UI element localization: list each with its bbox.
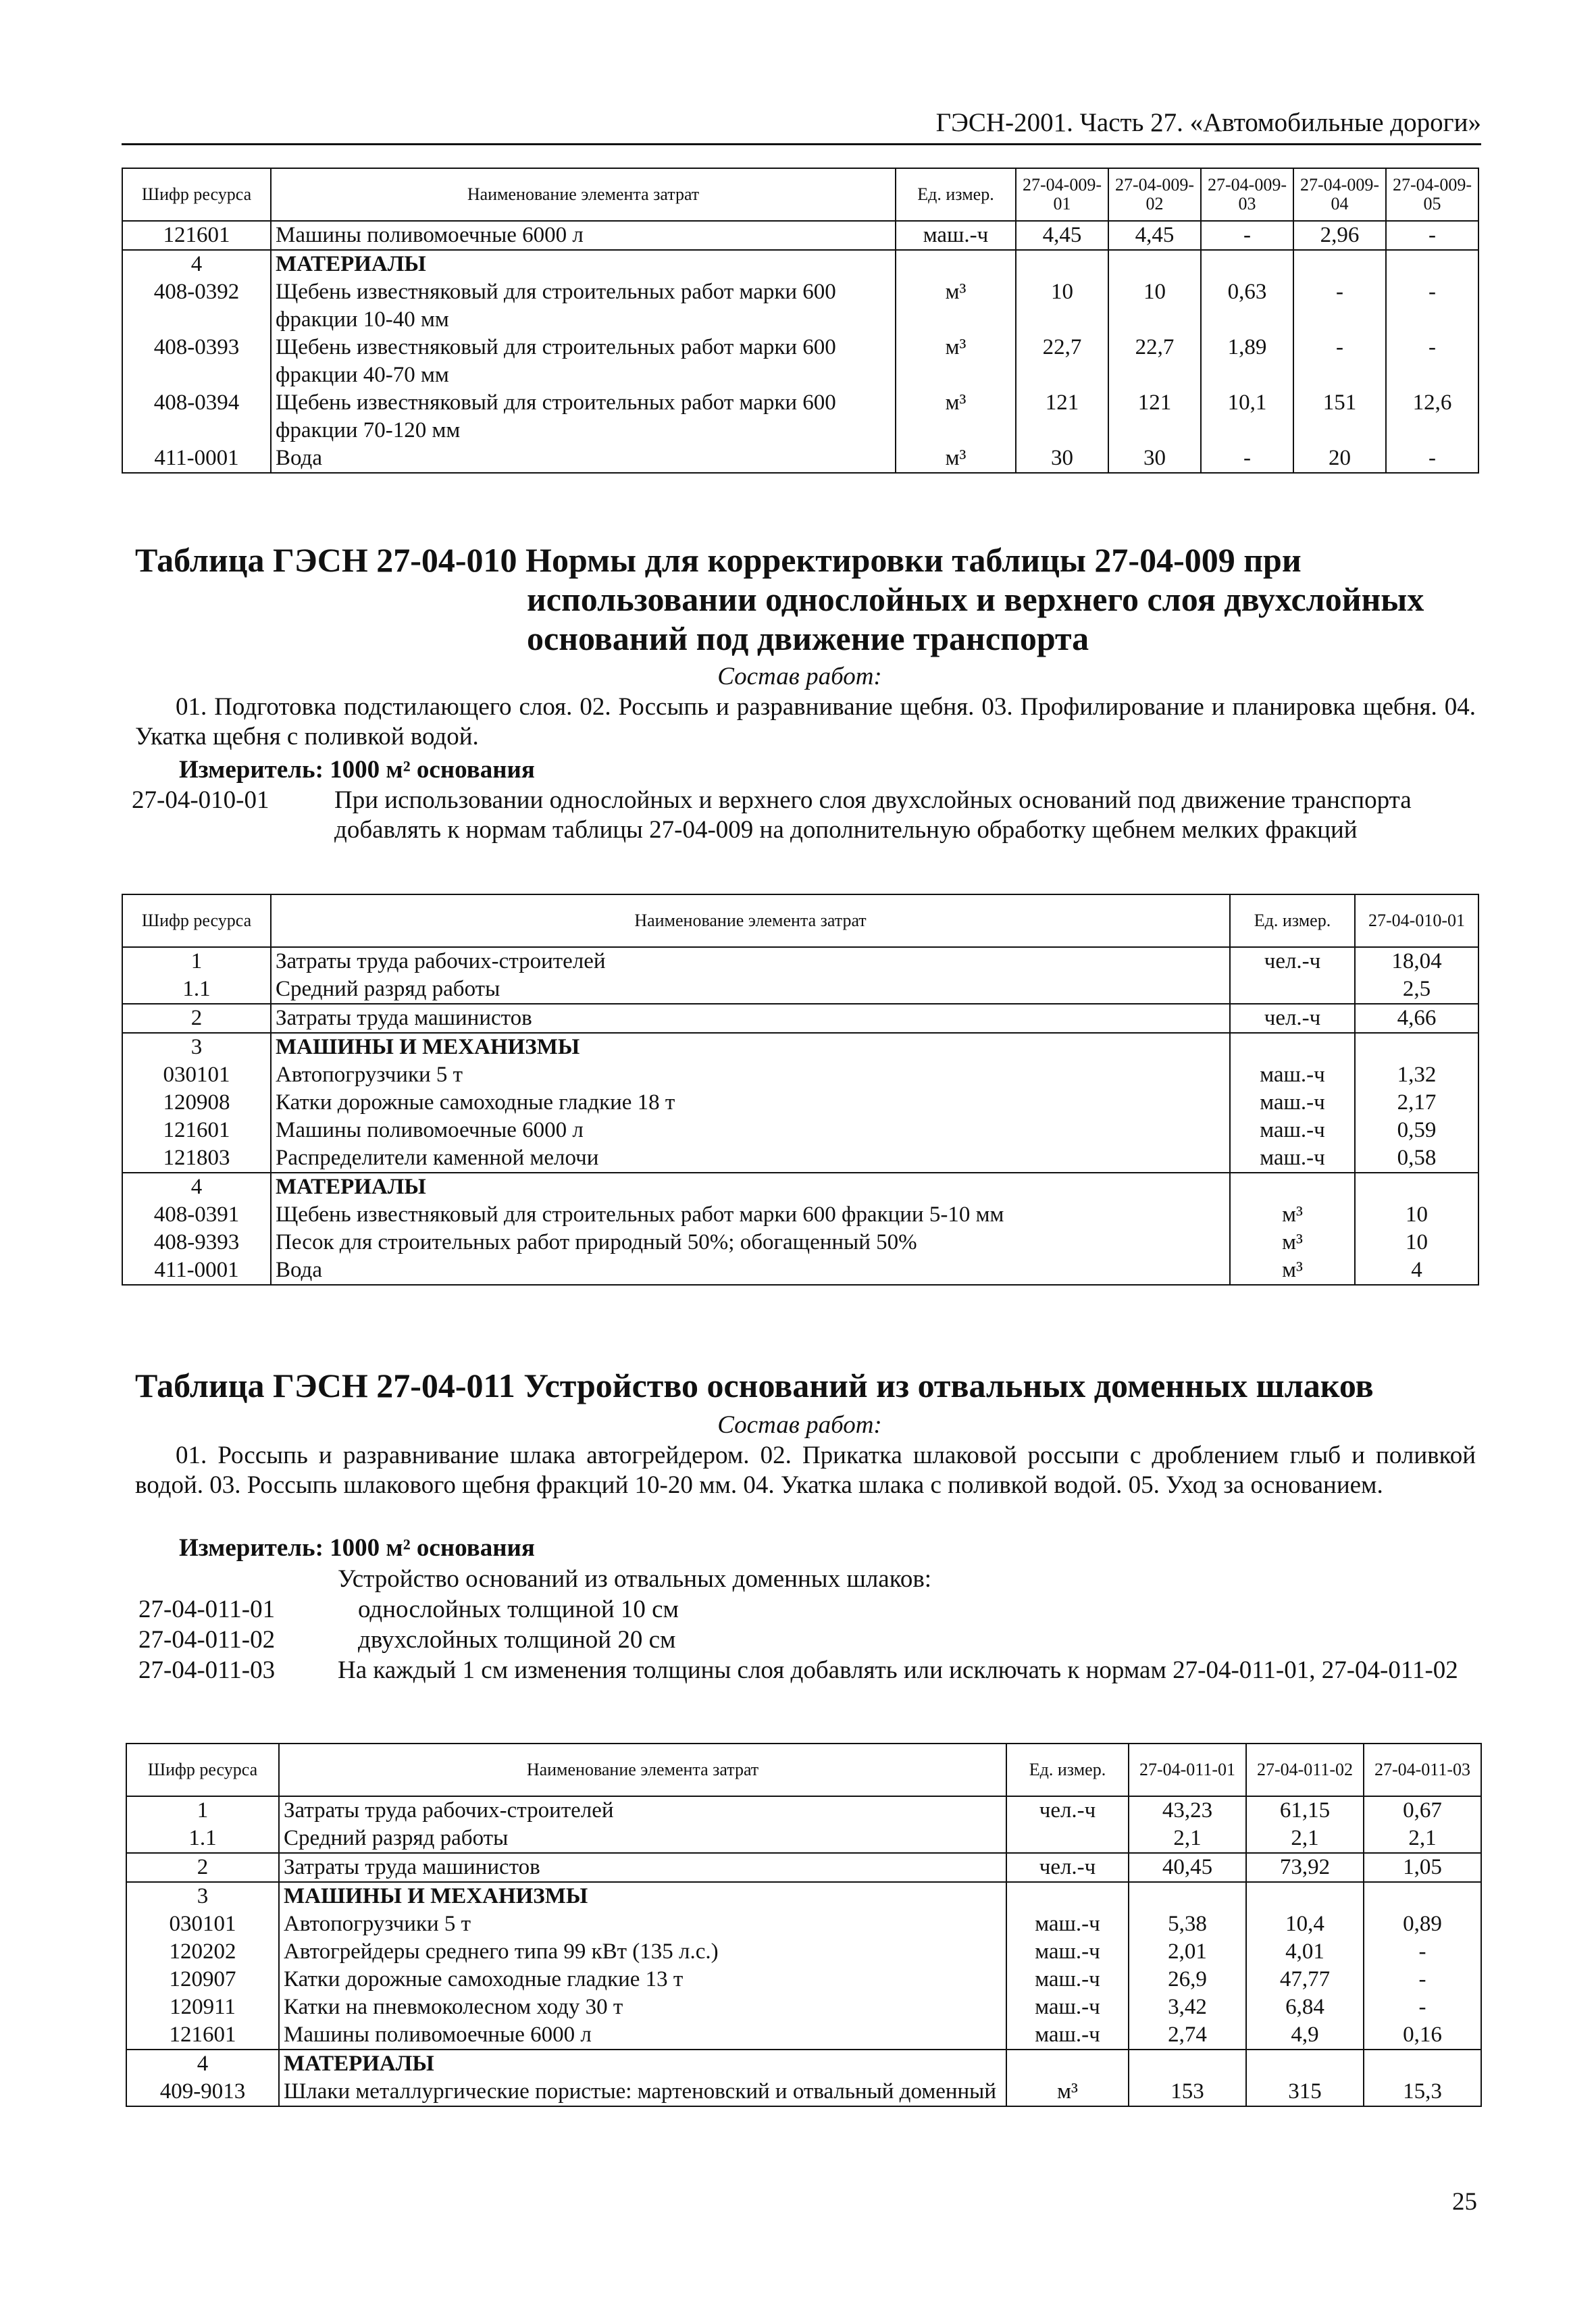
cell-value: 10,4: [1246, 1910, 1364, 1938]
cell-code: 408-0391: [122, 1201, 271, 1229]
cell-name: Щебень известняковый для строительных работ марки 600 фракции 70-120 мм: [271, 389, 896, 444]
cell-name: Машины поливомоечные 6000 л: [279, 2021, 1006, 2050]
cell-value: 43,23: [1129, 1796, 1246, 1825]
cell-value: 61,15: [1246, 1796, 1364, 1825]
cell-code: 3: [122, 1033, 271, 1061]
cell-value: 4: [1355, 1256, 1478, 1285]
cell-name: Катки дорожные самоходные гладкие 13 т: [279, 1966, 1006, 1993]
cell-unit: м³: [1230, 1201, 1355, 1229]
cell-value: -: [1201, 221, 1293, 250]
cell-code: 1.1: [122, 975, 271, 1004]
header-code: Шифр ресурса: [126, 1744, 279, 1796]
table-row: [122, 1144, 1478, 1173]
cell-value: [1129, 2050, 1246, 2078]
cell-value: -: [1386, 221, 1478, 250]
cell-unit: [1230, 1033, 1355, 1061]
header-col: 27-04-011-02: [1246, 1744, 1364, 1796]
cell-value: 12,6: [1386, 389, 1478, 444]
header-code: Шифр ресурса: [122, 894, 271, 947]
table-row: [126, 1993, 1481, 2021]
cell-value: [1293, 250, 1386, 278]
cell-code: 120202: [126, 1938, 279, 1966]
cell-value: 2,96: [1293, 221, 1386, 250]
cell-code: 121601: [122, 1117, 271, 1144]
cell-name: Затраты труда машинистов: [271, 1004, 1230, 1033]
cell-value: 315: [1246, 2078, 1364, 2106]
header-col: 27-04-010-01: [1355, 894, 1478, 947]
table-row: [122, 1256, 1478, 1285]
cell-code: 408-0393: [122, 334, 271, 389]
cell-name: Катки дорожные самоходные гладкие 18 т: [271, 1089, 1230, 1117]
cell-name: Песок для строительных работ природный 50%; обогащенный 50%: [271, 1229, 1230, 1256]
header-col: 27-04-009-02: [1108, 168, 1201, 221]
cell-value: 10: [1355, 1201, 1478, 1229]
table-row: [126, 1910, 1481, 1938]
cell-value: 3,42: [1129, 1993, 1246, 2021]
cell-value: 2,5: [1355, 975, 1478, 1004]
cell-code: 121803: [122, 1144, 271, 1173]
composition-label: Состав работ:: [717, 663, 882, 690]
table-row: [126, 1938, 1481, 1966]
cell-unit: маш.-ч: [1006, 1938, 1129, 1966]
norm-item: 27-04-011-03 На каждый 1 см изменения толщины слоя добавлять или исключать к нормам 27-04-011-01, 27-04-011-02: [138, 1656, 1458, 1684]
table-title-27-04-011: Таблица ГЭСН 27-04-011 Устройство оснований из отвальных доменных шлаков: [135, 1367, 1374, 1404]
table-row: [126, 2078, 1481, 2106]
cell-value: [1355, 1173, 1478, 1201]
cell-name: Средний разряд работы: [279, 1825, 1006, 1853]
cell-unit: м³: [896, 278, 1016, 334]
cell-code: 3: [126, 1882, 279, 1910]
cell-code: 408-0394: [122, 389, 271, 444]
cell-unit: м³: [1006, 2078, 1129, 2106]
cell-code: 120911: [126, 1993, 279, 2021]
cell-value: 26,9: [1129, 1966, 1246, 1993]
table-27-04-010: [122, 894, 1479, 1286]
cell-name: МАШИНЫ И МЕХАНИЗМЫ: [279, 1882, 1006, 1910]
table-27-04-009-continued: [122, 168, 1479, 474]
table-row: [126, 1796, 1481, 1825]
cell-code: 030101: [122, 1061, 271, 1089]
table-row: [122, 975, 1478, 1004]
cell-unit: [1006, 1825, 1129, 1853]
cell-name: Вода: [271, 1256, 1230, 1285]
table-row: [126, 1825, 1481, 1853]
cell-unit: чел.-ч: [1006, 1853, 1129, 1882]
cell-value: 10: [1355, 1229, 1478, 1256]
cell-name: Щебень известняковый для строительных работ марки 600 фракции 40-70 мм: [271, 334, 896, 389]
cell-unit: маш.-ч: [1006, 2021, 1129, 2050]
header-col: 27-04-009-01: [1016, 168, 1108, 221]
cell-value: -: [1364, 1938, 1481, 1966]
cell-value: 4,66: [1355, 1004, 1478, 1033]
cell-value: 0,89: [1364, 1910, 1481, 1938]
cell-code: 2: [122, 1004, 271, 1033]
table-title-27-04-010: Таблица ГЭСН 27-04-010 Нормы для корректировки таблицы 27-04-009 при использовании однослойных и верхнего слоя двухслойных оснований под движение транспорта: [135, 541, 1424, 657]
table-row: [122, 947, 1478, 975]
table-row: [122, 1201, 1478, 1229]
cell-unit: маш.-ч: [896, 221, 1016, 250]
cell-value: 2,74: [1129, 2021, 1246, 2050]
cell-value: -: [1364, 1966, 1481, 1993]
cell-unit: маш.-ч: [1006, 1993, 1129, 2021]
cell-name: Автогрейдеры среднего типа 99 кВт (135 л.с.): [279, 1938, 1006, 1966]
header-col: 27-04-009-03: [1201, 168, 1293, 221]
header-unit: Ед. измер.: [1230, 894, 1355, 947]
cell-unit: м³: [1230, 1256, 1355, 1285]
cell-unit: маш.-ч: [1006, 1966, 1129, 1993]
cell-value: -: [1386, 278, 1478, 334]
table-row: [122, 1004, 1478, 1033]
cell-value: 2,1: [1364, 1825, 1481, 1853]
cell-unit: [1230, 1173, 1355, 1201]
section-row: [122, 250, 1478, 278]
norm-intro: Устройство оснований из отвальных доменных шлаков:: [338, 1565, 932, 1593]
norm-item: 27-04-011-02 двухслойных толщиной 20 см: [138, 1626, 676, 1654]
cell-unit: м³: [896, 334, 1016, 389]
cell-code: 1.1: [126, 1825, 279, 1853]
cell-value: 2,17: [1355, 1089, 1478, 1117]
table-row: [126, 1853, 1481, 1882]
cell-value: 1,89: [1201, 334, 1293, 389]
cell-value: 73,92: [1246, 1853, 1364, 1882]
section-row: [126, 1882, 1481, 1910]
cell-value: 22,7: [1016, 334, 1108, 389]
table-row: [122, 1229, 1478, 1256]
cell-value: 0,59: [1355, 1117, 1478, 1144]
cell-name: Автопогрузчики 5 т: [279, 1910, 1006, 1938]
cell-value: 15,3: [1364, 2078, 1481, 2106]
cell-unit: маш.-ч: [1230, 1089, 1355, 1117]
cell-name: Средний разряд работы: [271, 975, 1230, 1004]
cell-code: 1: [126, 1796, 279, 1825]
table-27-04-011: [126, 1743, 1482, 2107]
cell-name: Машины поливомоечные 6000 л: [271, 221, 896, 250]
cell-name: Машины поливомоечные 6000 л: [271, 1117, 1230, 1144]
cell-unit: чел.-ч: [1230, 947, 1355, 975]
cell-value: 2,1: [1129, 1825, 1246, 1853]
cell-value: [1246, 2050, 1364, 2078]
header-unit: Ед. измер.: [896, 168, 1016, 221]
page-number: 25: [1452, 2188, 1477, 2216]
cell-value: -: [1386, 444, 1478, 473]
cell-value: 6,84: [1246, 1993, 1364, 2021]
norm-text: При использовании однослойных и верхнего слоя двухслойных оснований под движение транспорта добавлять к нормам таблицы 27-04-009 на дополнительную обработку щебнем мелких фракций: [334, 786, 1412, 844]
cell-unit: м³: [1230, 1229, 1355, 1256]
cell-value: -: [1293, 278, 1386, 334]
cell-code: 2: [126, 1853, 279, 1882]
cell-value: 5,38: [1129, 1910, 1246, 1938]
composition-text: 01. Подготовка подстилающего слоя. 02. Россыпь и разравнивание щебня. 03. Профилирование и планировка щебня. 04. Укатка щебня с поливкой водой.: [135, 693, 1476, 751]
cell-value: 10,1: [1201, 389, 1293, 444]
cell-name: Затраты труда рабочих-строителей: [279, 1796, 1006, 1825]
cell-unit: [1006, 2050, 1129, 2078]
cell-value: 0,16: [1364, 2021, 1481, 2050]
cell-name: Затраты труда машинистов: [279, 1853, 1006, 1882]
table-row: [122, 334, 1478, 389]
header-name: Наименование элемента затрат: [271, 894, 1230, 947]
section-row: [122, 1173, 1478, 1201]
table-row: [122, 1117, 1478, 1144]
cell-name: Щебень известняковый для строительных работ марки 600 фракции 5-10 мм: [271, 1201, 1230, 1229]
cell-value: 47,77: [1246, 1966, 1364, 1993]
meter-label: Измеритель: 1000 м² основания: [179, 1534, 535, 1562]
cell-value: 4,45: [1016, 221, 1108, 250]
cell-code: 030101: [126, 1910, 279, 1938]
cell-name: Шлаки металлургические пористые: мартеновский и отвальный доменный: [279, 2078, 1006, 2106]
cell-value: -: [1201, 444, 1293, 473]
cell-value: [1364, 2050, 1481, 2078]
cell-code: 121601: [122, 221, 271, 250]
cell-unit: [896, 250, 1016, 278]
cell-unit: маш.-ч: [1230, 1061, 1355, 1089]
cell-name: Затраты труда рабочих-строителей: [271, 947, 1230, 975]
cell-value: 2,1: [1246, 1825, 1364, 1853]
cell-unit: м³: [896, 444, 1016, 473]
cell-unit: чел.-ч: [1006, 1796, 1129, 1825]
cell-value: 2,01: [1129, 1938, 1246, 1966]
header-col: 27-04-011-03: [1364, 1744, 1481, 1796]
cell-unit: маш.-ч: [1230, 1144, 1355, 1173]
cell-code: 120908: [122, 1089, 271, 1117]
cell-name: Автопогрузчики 5 т: [271, 1061, 1230, 1089]
section-row: [126, 2050, 1481, 2078]
cell-name: Катки на пневмоколесном ходу 30 т: [279, 1993, 1006, 2021]
cell-value: [1386, 250, 1478, 278]
cell-unit: м³: [896, 389, 1016, 444]
table-row: [122, 278, 1478, 334]
norm-code: 27-04-010-01: [132, 786, 269, 814]
cell-value: 1,05: [1364, 1853, 1481, 1882]
table-row: [122, 1089, 1478, 1117]
cell-code: 411-0001: [122, 1256, 271, 1285]
cell-value: 151: [1293, 389, 1386, 444]
cell-value: [1364, 1882, 1481, 1910]
cell-value: 1,32: [1355, 1061, 1478, 1089]
table-row: [122, 221, 1478, 250]
cell-value: 153: [1129, 2078, 1246, 2106]
cell-name: МАТЕРИАЛЫ: [271, 1173, 1230, 1201]
cell-code: 4: [122, 1173, 271, 1201]
cell-code: 120907: [126, 1966, 279, 1993]
cell-value: 10: [1016, 278, 1108, 334]
norm-item: [132, 786, 1476, 845]
cell-value: 10: [1108, 278, 1201, 334]
cell-value: 18,04: [1355, 947, 1478, 975]
table-row: [122, 389, 1478, 444]
cell-value: 30: [1108, 444, 1201, 473]
cell-value: 121: [1016, 389, 1108, 444]
running-head: ГЭСН-2001. Часть 27. «Автомобильные дороги»: [122, 103, 1481, 145]
cell-name: МАТЕРИАЛЫ: [271, 250, 896, 278]
cell-value: -: [1386, 334, 1478, 389]
cell-code: 4: [122, 250, 271, 278]
cell-value: 4,01: [1246, 1938, 1364, 1966]
table-row: [126, 2021, 1481, 2050]
cell-value: 121: [1108, 389, 1201, 444]
cell-value: [1129, 1882, 1246, 1910]
norm-item: 27-04-011-01 однослойных толщиной 10 см: [138, 1596, 679, 1623]
cell-value: 0,63: [1201, 278, 1293, 334]
cell-code: 1: [122, 947, 271, 975]
header-col: 27-04-009-05: [1386, 168, 1478, 221]
cell-name: МАТЕРИАЛЫ: [279, 2050, 1006, 2078]
cell-value: 20: [1293, 444, 1386, 473]
cell-name: МАШИНЫ И МЕХАНИЗМЫ: [271, 1033, 1230, 1061]
header-code: Шифр ресурса: [122, 168, 271, 221]
cell-value: -: [1364, 1993, 1481, 2021]
cell-code: 121601: [126, 2021, 279, 2050]
cell-unit: маш.-ч: [1006, 1910, 1129, 1938]
cell-value: 0,58: [1355, 1144, 1478, 1173]
composition-text: 01. Россыпь и разравнивание шлака автогрейдером. 02. Прикатка шлаковой россыпи с дроблением глыб и поливкой водой. 03. Россыпь шлакового щебня фракций 10-20 мм. 04. Укатка шлака с поливкой водой. 05. Уход за основанием.: [135, 1442, 1476, 1499]
cell-value: [1016, 250, 1108, 278]
section-row: [122, 1033, 1478, 1061]
cell-code: 411-0001: [122, 444, 271, 473]
header-col: 27-04-011-01: [1129, 1744, 1246, 1796]
cell-value: [1201, 250, 1293, 278]
cell-value: 40,45: [1129, 1853, 1246, 1882]
header-name: Наименование элемента затрат: [279, 1744, 1006, 1796]
cell-value: 30: [1016, 444, 1108, 473]
cell-value: [1355, 1033, 1478, 1061]
header-unit: Ед. измер.: [1006, 1744, 1129, 1796]
cell-unit: маш.-ч: [1230, 1117, 1355, 1144]
meter-label: Измеритель: 1000 м² основания: [179, 756, 535, 784]
cell-value: 4,9: [1246, 2021, 1364, 2050]
cell-value: [1108, 250, 1201, 278]
table-row: [126, 1966, 1481, 1993]
composition-label: Состав работ:: [717, 1411, 882, 1439]
cell-code: 408-0392: [122, 278, 271, 334]
cell-value: [1246, 1882, 1364, 1910]
cell-unit: чел.-ч: [1230, 1004, 1355, 1033]
cell-code: 409-9013: [126, 2078, 279, 2106]
header-name: Наименование элемента затрат: [271, 168, 896, 221]
cell-value: 0,67: [1364, 1796, 1481, 1825]
cell-code: 408-9393: [122, 1229, 271, 1256]
cell-name: Щебень известняковый для строительных работ марки 600 фракции 10-40 мм: [271, 278, 896, 334]
cell-code: 4: [126, 2050, 279, 2078]
cell-unit: [1006, 1882, 1129, 1910]
cell-value: 4,45: [1108, 221, 1201, 250]
cell-name: Распределители каменной мелочи: [271, 1144, 1230, 1173]
cell-value: 22,7: [1108, 334, 1201, 389]
cell-unit: [1230, 975, 1355, 1004]
table-row: [122, 1061, 1478, 1089]
cell-name: Вода: [271, 444, 896, 473]
cell-value: -: [1293, 334, 1386, 389]
header-col: 27-04-009-04: [1293, 168, 1386, 221]
table-row: [122, 444, 1478, 473]
